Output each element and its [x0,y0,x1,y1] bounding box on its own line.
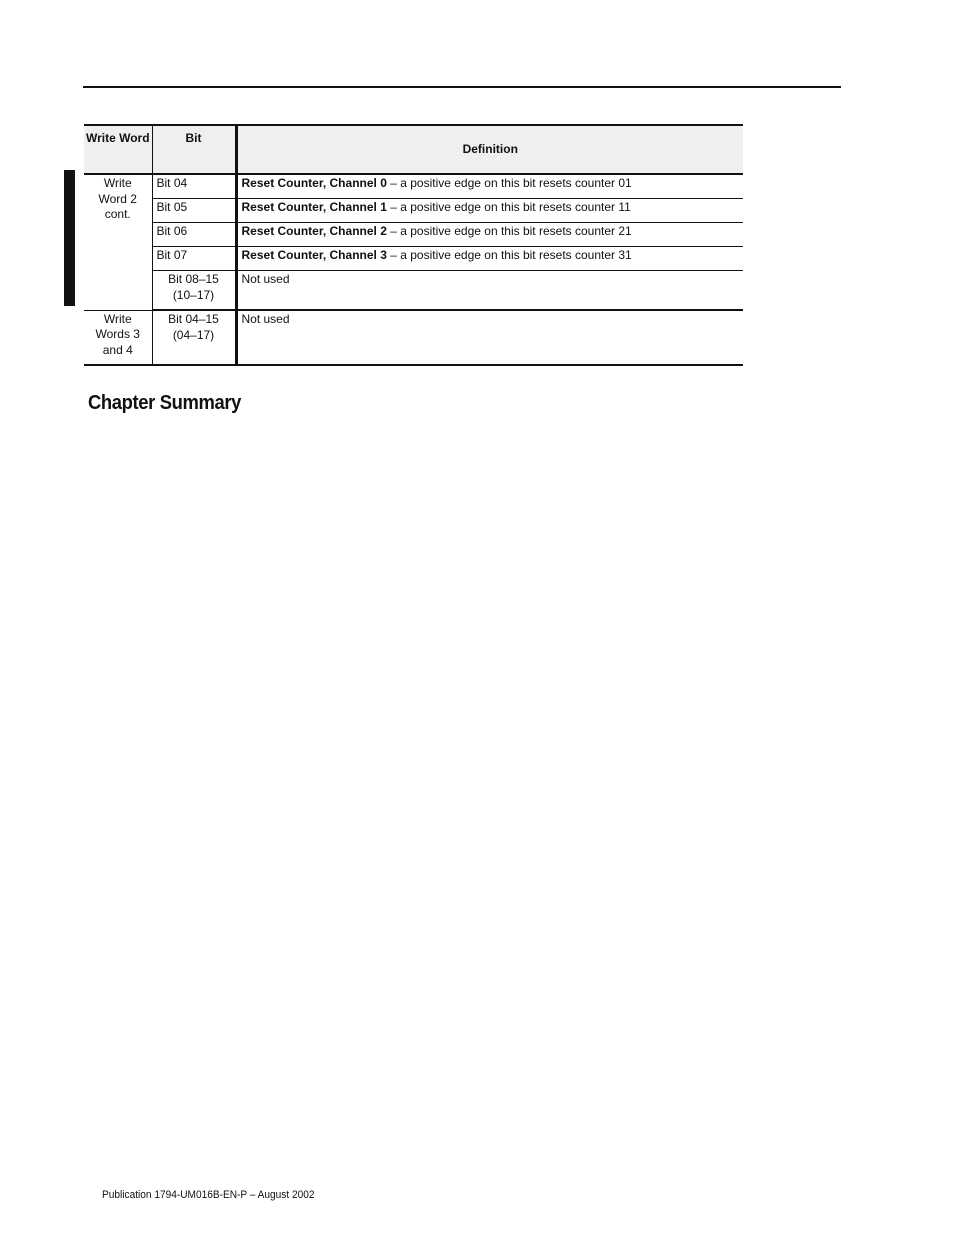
table-row [84,174,743,199]
table-row [84,247,743,271]
bit-cell: Bit 04 [152,174,236,199]
definition-cell [236,174,743,199]
definition-cell [236,247,743,271]
definition-cell: Not used [236,310,743,365]
table-row [84,310,743,365]
bit-cell: Bit 07 [152,247,236,271]
write-word-bit-table [84,124,743,366]
bit-cell: Bit 06 [152,223,236,247]
definition-cell [236,199,743,223]
definition-title: Reset Counter, Channel 2 [241,224,387,238]
table-row [84,199,743,223]
definition-text: – a positive edge on this bit resets counter 11 [386,200,631,214]
definition-cell [236,223,743,247]
chapter-side-tab [64,170,75,306]
definition-cell: Not used [236,271,743,311]
table-row [84,223,743,247]
definition-title: Reset Counter, Channel 1 [241,200,387,214]
definition-title: Reset Counter, Channel 3 [241,248,387,262]
write-words-3-4-cell: Write Words 3 and 4 [84,310,152,365]
definition-text: – a positive edge on this bit resets counter 31 [386,248,632,262]
header-write-word: Write Word [84,125,152,174]
bit-cell: Bit 05 [152,199,236,223]
table-row [84,271,743,311]
table-header-row [84,125,743,174]
publication-footer: Publication 1794-UM016B-EN-P – August 2002 [102,1189,315,1201]
write-word-2-cell: Write Word 2 cont. [84,174,152,310]
definition-text: – a positive edge on this bit resets counter 01 [386,176,632,190]
definition-title: Reset Counter, Channel 0 [241,176,387,190]
definition-text: – a positive edge on this bit resets counter 21 [386,224,632,238]
header-rule [83,86,841,88]
header-bit: Bit [152,125,236,174]
bit-range-cell: Bit 04–15 (04–17) [152,310,236,365]
chapter-summary-heading: Chapter Summary [88,392,241,414]
header-definition: Definition [236,125,743,174]
bit-range-cell: Bit 08–15 (10–17) [152,271,236,311]
